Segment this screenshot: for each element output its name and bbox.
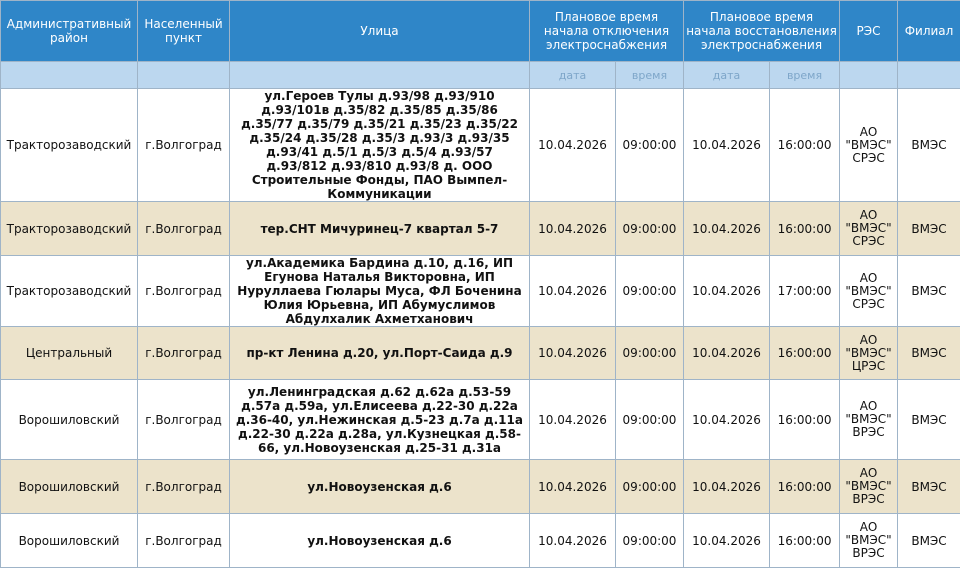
header-settlement: Населенный пункт: [138, 1, 230, 62]
cell-street: ул.Новоузенская д.6: [230, 514, 530, 568]
cell-restore-time: 17:00:00: [770, 256, 840, 327]
table-row: [1, 89, 960, 202]
cell-off-date: 10.04.2026: [530, 460, 616, 514]
cell-restore-time: 16:00:00: [770, 460, 840, 514]
cell-branch: ВМЭС: [898, 380, 960, 460]
cell-restore-date: 10.04.2026: [684, 514, 770, 568]
header-res: РЭС: [840, 1, 898, 62]
cell-off-date: 10.04.2026: [530, 327, 616, 380]
cell-res: АО "ВМЭС" ВРЭС: [840, 380, 898, 460]
header-street: Улица: [230, 1, 530, 62]
cell-branch: ВМЭС: [898, 327, 960, 380]
table-subheader-row: [1, 62, 960, 89]
cell-restore-time: 16:00:00: [770, 380, 840, 460]
subheader-empty: [230, 62, 530, 89]
table-row: [1, 202, 960, 256]
cell-settlement: г.Волгоград: [138, 327, 230, 380]
cell-restore-time: 16:00:00: [770, 327, 840, 380]
cell-off-date: 10.04.2026: [530, 202, 616, 256]
cell-res: АО "ВМЭС" ВРЭС: [840, 460, 898, 514]
cell-off-date: 10.04.2026: [530, 256, 616, 327]
subheader-restore-date: дата: [684, 62, 770, 89]
table-row: [1, 327, 960, 380]
subheader-restore-time: время: [770, 62, 840, 89]
cell-res: АО "ВМЭС" ВРЭС: [840, 514, 898, 568]
cell-settlement: г.Волгоград: [138, 514, 230, 568]
cell-branch: ВМЭС: [898, 89, 960, 202]
cell-settlement: г.Волгоград: [138, 256, 230, 327]
cell-street: тер.СНТ Мичуринец-7 квартал 5-7: [230, 202, 530, 256]
subheader-empty: [898, 62, 960, 89]
cell-settlement: г.Волгоград: [138, 202, 230, 256]
cell-settlement: г.Волгоград: [138, 460, 230, 514]
cell-district: Тракторозаводский: [1, 256, 138, 327]
cell-off-time: 09:00:00: [616, 514, 684, 568]
cell-branch: ВМЭС: [898, 460, 960, 514]
subheader-off-time: время: [616, 62, 684, 89]
table-row: [1, 514, 960, 568]
cell-district: Ворошиловский: [1, 514, 138, 568]
cell-settlement: г.Волгоград: [138, 380, 230, 460]
cell-off-time: 09:00:00: [616, 380, 684, 460]
cell-off-time: 09:00:00: [616, 460, 684, 514]
cell-restore-time: 16:00:00: [770, 202, 840, 256]
cell-district: Центральный: [1, 327, 138, 380]
cell-restore-date: 10.04.2026: [684, 460, 770, 514]
header-branch: Филиал: [898, 1, 960, 62]
cell-off-date: 10.04.2026: [530, 514, 616, 568]
cell-restore-date: 10.04.2026: [684, 327, 770, 380]
cell-street: ул.Новоузенская д.6: [230, 460, 530, 514]
cell-restore-date: 10.04.2026: [684, 202, 770, 256]
cell-street: ул.Ленинградская д.62 д.62а д.53-59 д.57а д.59а, ул.Елисеева д.22-30 д.22а д.36-40, ул.Нежинская д.5-23 д.7а д.11а д.22-30 д.22а д.28а, ул.Кузнецкая д.58-66, ул.Новоузенская д.25-31 д.31а: [230, 380, 530, 460]
cell-district: Ворошиловский: [1, 380, 138, 460]
header-off-time: Плановое время начала отключения электроснабжения: [530, 1, 684, 62]
subheader-off-date: дата: [530, 62, 616, 89]
table-row: [1, 460, 960, 514]
cell-off-time: 09:00:00: [616, 256, 684, 327]
cell-off-time: 09:00:00: [616, 327, 684, 380]
cell-restore-time: 16:00:00: [770, 514, 840, 568]
subheader-empty: [138, 62, 230, 89]
cell-street: пр-кт Ленина д.20, ул.Порт-Саида д.9: [230, 327, 530, 380]
cell-off-time: 09:00:00: [616, 202, 684, 256]
cell-off-date: 10.04.2026: [530, 89, 616, 202]
cell-restore-time: 16:00:00: [770, 89, 840, 202]
cell-street: ул.Академика Бардина д.10, д.16, ИП Егунова Наталья Викторовна, ИП Нуруллаева Гюлары Муса, ФЛ Боченина Юлия Юрьевна, ИП Абумуслимов Абдулхалик Ахметханович: [230, 256, 530, 327]
cell-district: Ворошиловский: [1, 460, 138, 514]
cell-branch: ВМЭС: [898, 514, 960, 568]
cell-branch: ВМЭС: [898, 202, 960, 256]
cell-district: Тракторозаводский: [1, 89, 138, 202]
cell-res: АО "ВМЭС" СРЭС: [840, 256, 898, 327]
cell-off-date: 10.04.2026: [530, 380, 616, 460]
header-restore-time: Плановое время начала восстановления электроснабжения: [684, 1, 840, 62]
cell-res: АО "ВМЭС" СРЭС: [840, 89, 898, 202]
cell-restore-date: 10.04.2026: [684, 380, 770, 460]
cell-restore-date: 10.04.2026: [684, 89, 770, 202]
subheader-empty: [1, 62, 138, 89]
header-district: Административный район: [1, 1, 138, 62]
table-row: [1, 256, 960, 327]
table-row: [1, 380, 960, 460]
table-header-row: [1, 1, 960, 62]
cell-street: ул.Героев Тулы д.93/98 д.93/910 д.93/101в д.35/82 д.35/85 д.35/86 д.35/77 д.35/79 д.35/21 д.35/23 д.35/22 д.35/24 д.35/28 д.35/3 д.93/3 д.93/35 д.93/41 д.5/1 д.5/3 д.5/4 д.93/57 д.93/812 д.93/810 д.93/8 д. ООО Строительные Фонды, ПАО Вымпел-Коммуникации: [230, 89, 530, 202]
cell-branch: ВМЭС: [898, 256, 960, 327]
subheader-empty: [840, 62, 898, 89]
cell-res: АО "ВМЭС" СРЭС: [840, 202, 898, 256]
cell-settlement: г.Волгоград: [138, 89, 230, 202]
cell-district: Тракторозаводский: [1, 202, 138, 256]
cell-res: АО "ВМЭС" ЦРЭС: [840, 327, 898, 380]
cell-off-time: 09:00:00: [616, 89, 684, 202]
cell-restore-date: 10.04.2026: [684, 256, 770, 327]
